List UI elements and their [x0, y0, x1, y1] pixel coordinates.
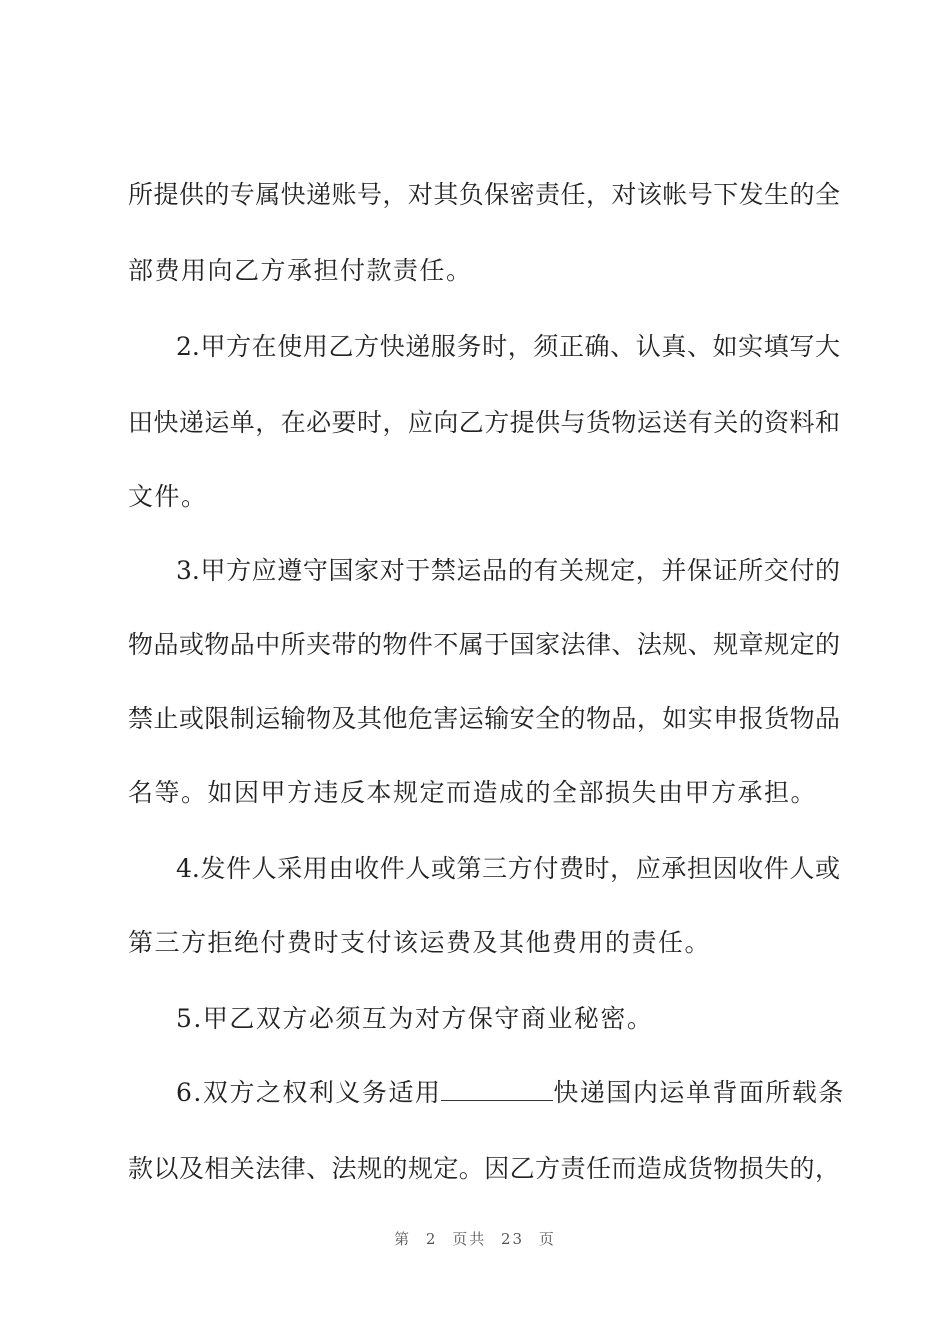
text-line: 所提供的专属快递账号，对其负保密责任，对该帐号下发生的全 [128, 180, 840, 209]
text-line: 名等。如因甲方违反本规定而造成的全部损失由甲方承担。 [128, 778, 818, 807]
text-line-with-blank [176, 1078, 845, 1108]
text-line: 第三方拒绝付费时支付该运费及其他费用的责任。 [128, 928, 712, 957]
text-line: 2.甲方在使用乙方快递服务时，须正确、认真、如实填写大 [176, 332, 840, 361]
fill-in-blank [441, 1078, 553, 1101]
text-line: 3.甲方应遵守国家对于禁运品的有关规定，并保证所交付的 [176, 556, 840, 585]
text-line: 物品或物品中所夹带的物件不属于国家法律、法规、规章规定的 [128, 630, 840, 659]
text-line: 禁止或限制运输物及其他危害运输安全的物品，如实申报货物品 [128, 704, 840, 733]
clause-suffix: 快递国内运单背面所载条 [553, 1078, 845, 1107]
text-line: 田快递运单，在必要时，应向乙方提供与货物运送有关的资料和 [128, 408, 840, 437]
text-line: 4.发件人采用由收件人或第三方付费时，应承担因收件人或 [176, 854, 840, 883]
text-line: 文件。 [128, 482, 208, 511]
clause-prefix: 6.双方之权利义务适用 [176, 1078, 442, 1107]
page-number-footer: 第 2 页共 23 页 [394, 1230, 556, 1248]
text-line: 部费用向乙方承担付款责任。 [128, 256, 473, 285]
text-line: 5.甲乙双方必须互为对方保守商业秘密。 [176, 1004, 654, 1033]
text-line: 款以及相关法律、法规的规定。因乙方责任而造成货物损失的， [128, 1154, 840, 1183]
